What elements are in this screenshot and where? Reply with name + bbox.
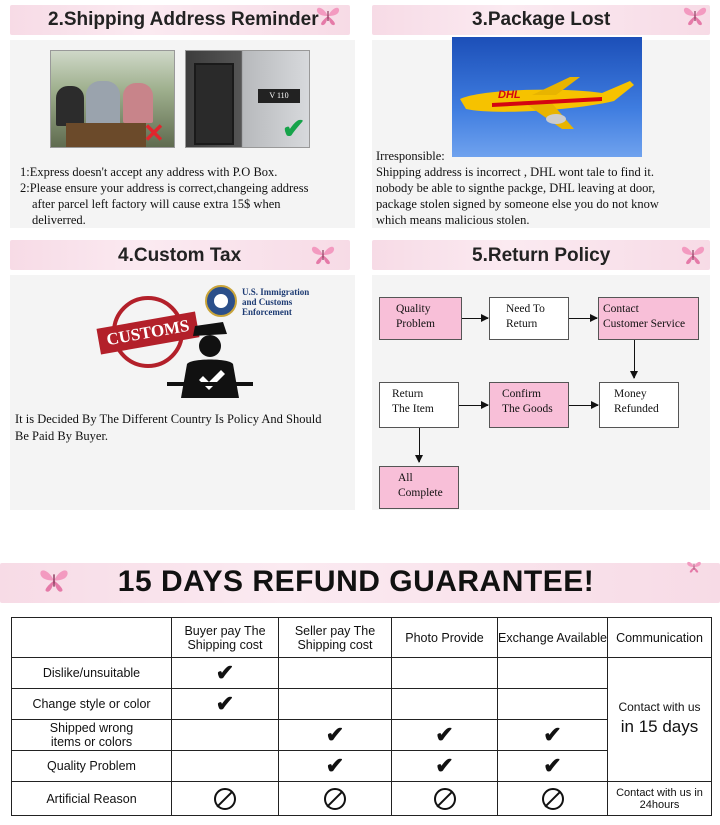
table-cell xyxy=(392,689,498,720)
comm-last-cell: Contact with us in 24hours xyxy=(608,782,712,816)
flow-money-refunded xyxy=(599,382,679,428)
section5-title: 5.Return Policy xyxy=(472,245,611,266)
customs-officer-icon xyxy=(165,320,255,402)
table-row xyxy=(12,720,712,751)
section4-title: 4.Custom Tax xyxy=(118,245,242,266)
flow-arrow xyxy=(459,405,488,406)
flow-label: Quality xyxy=(396,303,431,315)
table-cell xyxy=(498,782,608,816)
table-cell xyxy=(172,720,279,751)
table-row xyxy=(12,658,712,689)
flow-label: Refunded xyxy=(614,403,659,415)
flow-arrow xyxy=(634,340,635,378)
table-cell xyxy=(498,689,608,720)
po-box-photo xyxy=(50,50,175,148)
section2-title: 2.Shipping Address Reminder xyxy=(48,9,319,30)
table-cell xyxy=(498,751,608,782)
section4-line: Be Paid By Buyer. xyxy=(15,429,109,443)
flow-all-complete xyxy=(379,466,459,509)
table-cell xyxy=(279,782,392,816)
section3-line: package stolen signed by someone else you do not know xyxy=(376,197,659,211)
section3-line: nobody be able to signthe packge, DHL leaving at door, xyxy=(376,181,656,195)
customs-stamp-text: CUSTOMS xyxy=(97,312,200,355)
butterfly-icon xyxy=(38,567,70,594)
table-row xyxy=(12,782,712,816)
table-cell xyxy=(392,751,498,782)
butterfly-icon xyxy=(315,5,341,27)
table-cell xyxy=(172,689,279,720)
check-icon: ✔ xyxy=(215,660,235,685)
flow-label: Need To xyxy=(506,303,545,315)
flow-arrow xyxy=(569,318,597,319)
section3-line: Shipping address is incorrect , DHL wont tale to find it. xyxy=(376,165,654,179)
section2-text xyxy=(20,164,350,228)
prohibited-icon xyxy=(542,788,564,810)
flow-quality-problem xyxy=(379,297,462,340)
header-cell: Seller pay The Shipping cost xyxy=(279,618,392,658)
refund-guarantee-table xyxy=(11,617,712,816)
row-label: Quality Problem xyxy=(12,751,172,782)
check-icon: ✔ xyxy=(435,753,454,778)
butterfly-icon xyxy=(686,560,702,574)
check-icon: ✔ xyxy=(543,722,562,747)
flow-label: Return xyxy=(506,318,538,330)
flow-label: Return xyxy=(392,388,424,400)
row-label: Artificial Reason xyxy=(12,782,172,816)
header-cell: Photo Provide xyxy=(392,618,498,658)
butterfly-icon xyxy=(680,244,706,266)
table-cell xyxy=(498,658,608,689)
ice-seal-icon xyxy=(205,285,237,317)
butterfly-icon xyxy=(310,244,336,266)
section3-label: Irresponsible: xyxy=(376,149,445,163)
prohibited-icon xyxy=(214,788,236,810)
table-cell xyxy=(498,720,608,751)
check-icon: ✔ xyxy=(435,722,454,747)
flow-return-the-item xyxy=(379,382,459,428)
section4-line: It is Decided By The Different Country Is Policy And Should xyxy=(15,412,322,426)
flow-arrow xyxy=(419,428,420,462)
section2-line: after parcel left factory will cause extra 15$ when xyxy=(32,197,281,211)
agency-line: Enforcement xyxy=(242,307,292,317)
flow-label: All xyxy=(398,472,413,484)
wrong-cross-icon: ✕ xyxy=(143,118,165,148)
flow-label: Confirm xyxy=(502,388,541,400)
mailbox-sign: V 110 xyxy=(258,89,300,103)
flow-need-to-return xyxy=(489,297,569,340)
prohibited-icon xyxy=(434,788,456,810)
check-icon: ✔ xyxy=(325,753,345,778)
header-cell: Communication xyxy=(608,618,712,658)
dhl-plane-photo xyxy=(452,37,642,157)
comm-line1: Contact with us xyxy=(618,699,701,714)
header-cell xyxy=(12,618,172,658)
table-cell xyxy=(279,658,392,689)
prohibited-icon xyxy=(324,788,346,810)
correct-check-icon: ✔ xyxy=(282,113,306,144)
flow-arrow xyxy=(569,405,598,406)
flow-label: Complete xyxy=(398,487,443,499)
section3-title: 3.Package Lost xyxy=(472,9,611,30)
flow-label: The Item xyxy=(392,403,434,415)
table-cell xyxy=(392,782,498,816)
dhl-logo: DHL xyxy=(498,89,521,101)
flow-label: Contact xyxy=(603,303,639,315)
check-icon: ✔ xyxy=(325,722,345,747)
table-row xyxy=(12,751,712,782)
table-cell xyxy=(172,658,279,689)
table-header-row xyxy=(12,618,712,658)
section2-line: 2:Please ensure your address is correct,changeing address xyxy=(20,181,309,195)
check-icon: ✔ xyxy=(543,753,562,778)
flow-label: Money xyxy=(614,388,647,400)
house-number-photo xyxy=(185,50,310,148)
section3-line: which means malicious stolen. xyxy=(376,213,530,227)
flow-label: Customer Service xyxy=(603,318,686,330)
section2-line: deliverred. xyxy=(32,213,86,227)
row-label: Change style or color xyxy=(12,689,172,720)
flow-contact-customer-service xyxy=(598,297,699,340)
table-cell xyxy=(392,658,498,689)
communication-cell xyxy=(608,658,712,782)
butterfly-icon xyxy=(682,5,708,27)
table-cell xyxy=(172,782,279,816)
table-cell xyxy=(279,751,392,782)
check-icon: ✔ xyxy=(215,691,235,716)
flow-label: The Goods xyxy=(502,403,553,415)
flow-label: Problem xyxy=(396,318,435,330)
comm-line2: in 15 days xyxy=(620,716,699,736)
header-cell: Buyer pay The Shipping cost xyxy=(172,618,279,658)
row-label: Shipped wrong items or colors xyxy=(12,720,172,751)
agency-line: U.S. Immigration xyxy=(242,287,310,297)
header-cell: Exchange Available xyxy=(498,618,608,658)
table-cell xyxy=(172,751,279,782)
section2-line: 1:Express doesn't accept any address with P.O Box. xyxy=(20,165,278,179)
agency-line: and Customs xyxy=(242,297,293,307)
table-cell xyxy=(279,720,392,751)
table-row xyxy=(12,689,712,720)
guarantee-title: 15 DAYS REFUND GUARANTEE! xyxy=(117,565,595,598)
section4-text xyxy=(15,411,355,445)
flow-arrow xyxy=(462,318,488,319)
flow-confirm-the-goods xyxy=(489,382,569,428)
ice-agency-name xyxy=(242,287,309,317)
section3-text xyxy=(376,148,706,228)
table-cell xyxy=(279,689,392,720)
row-label: Dislike/unsuitable xyxy=(12,658,172,689)
table-cell xyxy=(392,720,498,751)
